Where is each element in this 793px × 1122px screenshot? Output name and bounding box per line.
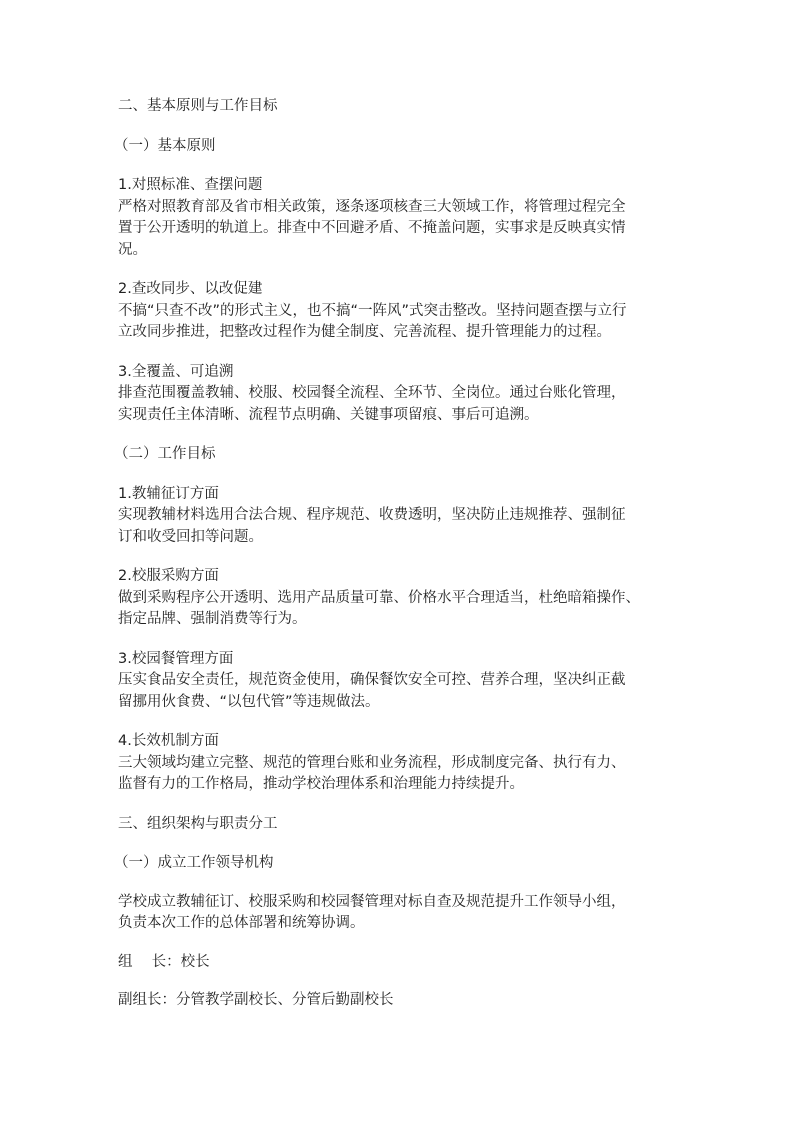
deputy-leader-line: 副组长：分管教学副校长、分管后勤副校长	[118, 992, 394, 1008]
goal-3-line-1: 压实食品安全责任，规范资金使用，确保餐饮安全可控、营养合理，坚决纠正截	[118, 672, 626, 688]
goal-2-line-1: 做到采购程序公开透明、选用产品质量可靠、价格水平合理适当，杜绝暗箱操作、	[118, 589, 640, 606]
section-3-part-1-title: （一）成立工作领导机构	[114, 855, 274, 871]
leader-line: 组 长：校长	[118, 953, 210, 970]
goal-4-line-1: 三大领域均建立完整、规范的管理台账和业务流程，形成制度完备、执行有力、	[118, 754, 626, 771]
principle-2-line-2: 立改同步推进，把整改过程作为健全制度、完善流程、提升管理能力的过程。	[118, 324, 611, 340]
principle-3-line-2: 实现责任主体清晰、流程节点明确、关键事项留痕、事后可追溯。	[118, 406, 539, 423]
goal-3-line-2: 留挪用伙食费、“以包代管”等违规做法。	[118, 693, 380, 710]
section-2-part-2-title: （二）工作目标	[114, 446, 216, 462]
principle-1-line-2: 置于公开透明的轨道上。排查中不回避矛盾、不掩盖问题，实事求是反映真实情	[118, 220, 626, 236]
section-2-part-1-title: （一）基本原则	[114, 137, 216, 154]
principle-1-heading: 1.对照标准、查摆问题	[118, 177, 263, 193]
section-3-title: 三、组织架构与职责分工	[118, 815, 278, 832]
goal-2-heading: 2.校服采购方面	[118, 568, 219, 584]
goal-4-heading: 4.长效机制方面	[118, 733, 219, 749]
document-page	[114, 96, 690, 1012]
goal-4-line-2: 监督有力的工作格局，推动学校治理体系和治理能力持续提升。	[118, 776, 524, 792]
principle-2-line-1: 不搞“只查不改”的形式主义，也不搞“一阵风”式突击整改。坚持问题查摆与立行	[118, 302, 627, 319]
goal-1-heading: 1.教辅征订方面	[118, 485, 219, 502]
goal-1-line-2: 订和收受回扣等问题。	[118, 528, 263, 545]
principle-2-heading: 2.查改同步、以改促建	[118, 281, 263, 297]
section-2-title: 二、基本原则与工作目标	[118, 98, 278, 114]
principle-3-heading: 3.全覆盖、可追溯	[118, 363, 234, 380]
organization-line-1: 学校成立教辅征订、校服采购和校园餐管理对标自查及规范提升工作领导小组，	[118, 893, 626, 910]
principle-3-line-1: 排查范围覆盖教辅、校服、校园餐全流程、全环节、全岗位。通过台账化管理，	[118, 385, 626, 401]
principle-1-line-3: 况。	[118, 241, 147, 258]
organization-line-2: 负责本次工作的总体部署和统筹协调。	[118, 915, 365, 931]
goal-3-heading: 3.校园餐管理方面	[118, 650, 234, 667]
goal-2-line-2: 指定品牌、强制消费等行为。	[118, 611, 307, 627]
goal-1-line-1: 实现教辅材料选用合法合规、程序规范、收费透明，坚决防止违规推荐、强制征	[118, 507, 626, 523]
principle-1-line-1: 严格对照教育部及省市相关政策，逐条逐项核查三大领域工作，将管理过程完全	[118, 198, 626, 215]
